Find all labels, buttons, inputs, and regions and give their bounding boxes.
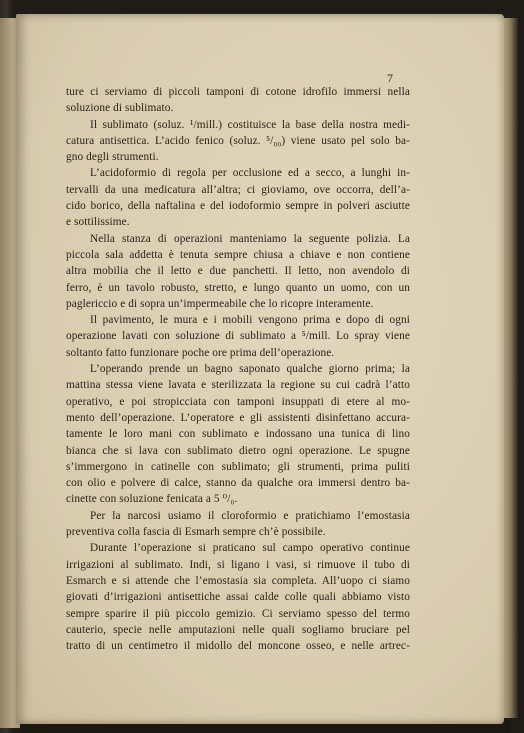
text-line: Nella stanza di operazioni manteniamo la seguente polizia. La (90, 232, 410, 245)
text-line: gno degli strumenti. (66, 151, 159, 164)
text-line: con olio e polvere di calce, stanno da qualche ora immersi dentro ba- (66, 477, 410, 490)
body-text (66, 84, 410, 654)
text-line: soluzione di sublimato. (66, 102, 174, 115)
text-line: tervalli da una medicatura all’altra; ci gioviamo, ove occorra, dell’a- (66, 183, 410, 196)
text-line: soltanto fatto funzionare poche ore prima dell’operazione. (66, 346, 335, 359)
text-line: cinette con soluzione fenicata a 5 ⁰/₀. (66, 493, 238, 506)
text-line: L’operando prende un bagno saponato qualche giorno prima; la (90, 363, 410, 376)
text-line: paglericcio e di sopra un’impermeabile che lo ricopre interamente. (66, 297, 374, 310)
text-line: Per la narcosi usiamo il cloroformio e pratichiamo l’emostasia (90, 509, 410, 522)
text-line: catura antisettica. L’acido fenico (soluz. ⁵/₀₀) viene usato pel solo ba- (66, 134, 410, 147)
text-line: e sottilissime. (66, 216, 130, 229)
text-line: cauterio, specie nelle amputazioni nelle quali sogliamo bruciare pel (66, 623, 410, 636)
text-line: mattina stessa viene lavata e sterilizzata la regione su cui cadrà l’atto (66, 379, 410, 392)
text-line: Esmarch e si attende che l’emostasia sia completa. All’uopo ci siamo (66, 574, 410, 587)
text-line: mento dell’operazione. L’operatore e gli assistenti disinfettano accura- (66, 411, 410, 424)
text-line: giovati d’irrigazioni antisettiche assai calde colle quali abbiamo visto (66, 591, 410, 604)
text-line: ture ci serviamo di piccoli tamponi di cotone idrofilo immersi nella (66, 86, 410, 98)
text-line: Il sublimato (soluz. ¹/mill.) costituisce la base della nostra medi- (90, 118, 410, 131)
text-line: sempre sparire il più piccolo gemizio. Ci serviamo spesso del termo (66, 607, 410, 620)
page-number: 7 (387, 71, 393, 85)
text-line: operativo, e poi stropicciata con tamponi insuppati di etere al mo- (66, 395, 410, 408)
text-line: tratto di un centimetro il midollo del moncone osseo, e nelle artrec- (66, 640, 410, 653)
text-line: piccola sala addetta è tenuta sempre chiusa a chiave e non contiene (66, 248, 410, 261)
text-line: Il pavimento, le mura e i mobili vengono prima e dopo di ogni (90, 314, 410, 327)
text-line: L’acidoformio di regola per occlusione ed a secco, a lunghi in- (90, 167, 410, 180)
text-line: tamente le loro mani con sublimato e indossano una tunica di lino (66, 428, 410, 441)
text-line: cido borico, della naftalina e del iodoformio sempre in polveri asciutte (66, 200, 410, 213)
text-line: Durante l’operazione si praticano sul campo operativo continue (90, 542, 410, 555)
text-line: preventiva colla fascia di Esmarh sempre ch’è possibile. (66, 526, 326, 539)
text-line: ferro, è un tavolo robusto, stretto, e lungo quanto un uomo, con un (66, 281, 410, 294)
text-line: irrigazioni al sublimato. Indi, si ligano i vasi, si rimuove il tubo di (66, 558, 410, 571)
text-line: operazione lavati con soluzione di sublimato a ⁵/mill. Lo spray viene (66, 330, 410, 343)
text-line: s’immergono in catinelle con sublimato; gli strumenti, prima puliti (66, 460, 410, 473)
text-line: bianca che si lava con sublimato dietro ogni operazione. Le spugne (66, 444, 410, 457)
page-right-edge (502, 18, 518, 718)
text-line: altra mobilia che il letto e due panchetti. Il letto, non avendolo di (66, 265, 410, 278)
